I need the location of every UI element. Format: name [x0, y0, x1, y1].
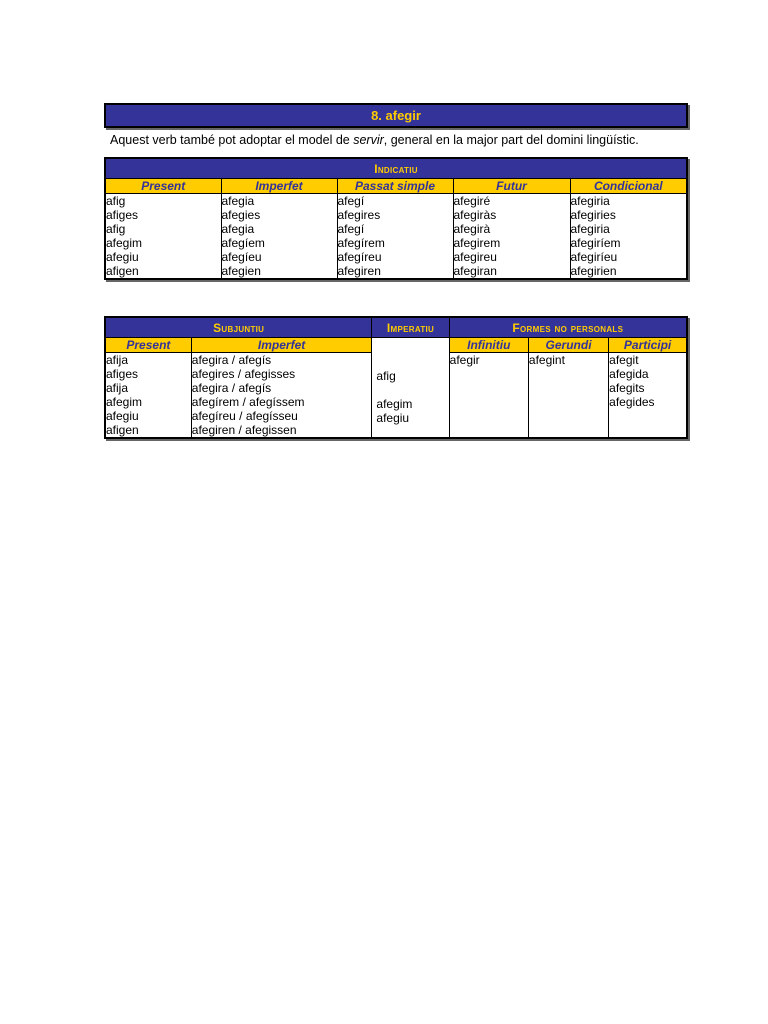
form: afegires / afegisses [191, 367, 296, 381]
form: afegirà [453, 222, 491, 236]
indicatiu-present-forms [105, 194, 221, 280]
subjuntiu-heading: Subjuntiu [105, 317, 372, 338]
form: afegirien [570, 264, 617, 278]
indicatiu-futur-forms [453, 194, 570, 280]
form: afegiríem [570, 236, 621, 250]
imperatiu-heading: Imperatiu [372, 317, 449, 338]
form: afegira / afegís [191, 353, 272, 367]
no-personals-heading: Formes no personals [449, 317, 687, 338]
form: afegireu [453, 250, 497, 264]
form: afegim [376, 397, 413, 411]
indicatiu-passat-forms [337, 194, 453, 280]
form: afegíreu [337, 250, 382, 264]
form: afegí [337, 194, 365, 208]
form: afegíem [221, 236, 265, 250]
indicatiu-imperfet-header: Imperfet [221, 179, 337, 194]
form: afegiria [570, 194, 610, 208]
intro-note [110, 133, 639, 147]
form: afegida [609, 367, 649, 381]
form: afegiu [106, 250, 139, 264]
form: afegit [609, 353, 639, 367]
intro-text-before: Aquest verb també pot adoptar el model de [110, 133, 354, 147]
form: afegiràs [453, 208, 497, 222]
indicatiu-present-header: Present [105, 179, 221, 194]
indicatiu-futur-header: Futur [453, 179, 570, 194]
form: afig [376, 369, 396, 383]
indicatiu-condicional-header: Condicional [570, 179, 687, 194]
form: afiges [106, 367, 139, 381]
form: afegí [337, 222, 365, 236]
form: afiges [106, 208, 139, 222]
form: afija [106, 353, 129, 367]
intro-model-verb: servir [353, 133, 384, 147]
form: afegides [609, 395, 655, 409]
form: afegíeu [221, 250, 262, 264]
participi-forms [609, 353, 687, 439]
imperatiu-forms [372, 338, 449, 439]
form: afegírem / afegíssem [191, 395, 305, 409]
form: afig [106, 222, 126, 236]
form: afegia [221, 194, 255, 208]
intro-text-after: , general en la major part del domini lingüístic. [383, 133, 639, 147]
form: afegiries [570, 208, 616, 222]
form [376, 355, 445, 369]
form: afegiu [106, 409, 139, 423]
form: afegires [337, 208, 381, 222]
form: afegíreu / afegísseu [191, 409, 298, 423]
subjuntiu-imperfet-forms [191, 353, 372, 439]
indicatiu-heading: Indicatiu [105, 158, 687, 179]
form: afegiria [570, 222, 610, 236]
gerundi-forms [528, 353, 608, 439]
form: afegiren [337, 264, 381, 278]
form: afegiríeu [570, 250, 618, 264]
form: afegint [528, 353, 565, 367]
form: afegia [221, 222, 255, 236]
form: afegiré [453, 194, 491, 208]
subjuntiu-present-header: Present [105, 338, 191, 353]
form: afegim [106, 236, 143, 250]
form: afegits [609, 381, 645, 395]
form: afegir [449, 353, 480, 367]
form: afegim [106, 395, 143, 409]
form: afegírem [337, 236, 385, 250]
indicatiu-condicional-forms [570, 194, 687, 280]
form: afegies [221, 208, 261, 222]
form [376, 383, 445, 397]
indicatiu-passat-header: Passat simple [337, 179, 453, 194]
indicatiu-table [104, 157, 688, 280]
infinitiu-header: Infinitiu [449, 338, 528, 353]
indicatiu-imperfet-forms [221, 194, 337, 280]
gerundi-header: Gerundi [528, 338, 608, 353]
infinitiu-forms [449, 353, 528, 439]
form: afegira / afegís [191, 381, 272, 395]
subjuntiu-imperfet-header: Imperfet [191, 338, 372, 353]
form: afigen [106, 423, 139, 437]
form: afegirem [453, 236, 501, 250]
subjuntiu-present-forms [105, 353, 191, 439]
form: afig [106, 194, 126, 208]
participi-header: Participi [609, 338, 687, 353]
subjuntiu-imperatiu-table [104, 316, 688, 439]
form: afegien [221, 264, 261, 278]
verb-title: 8. afegir [104, 103, 688, 128]
form: afegiren / afegissen [191, 423, 297, 437]
form [376, 341, 445, 355]
form: afija [106, 381, 129, 395]
form: afigen [106, 264, 139, 278]
form: afegiu [376, 411, 410, 425]
form: afegiran [453, 264, 497, 278]
